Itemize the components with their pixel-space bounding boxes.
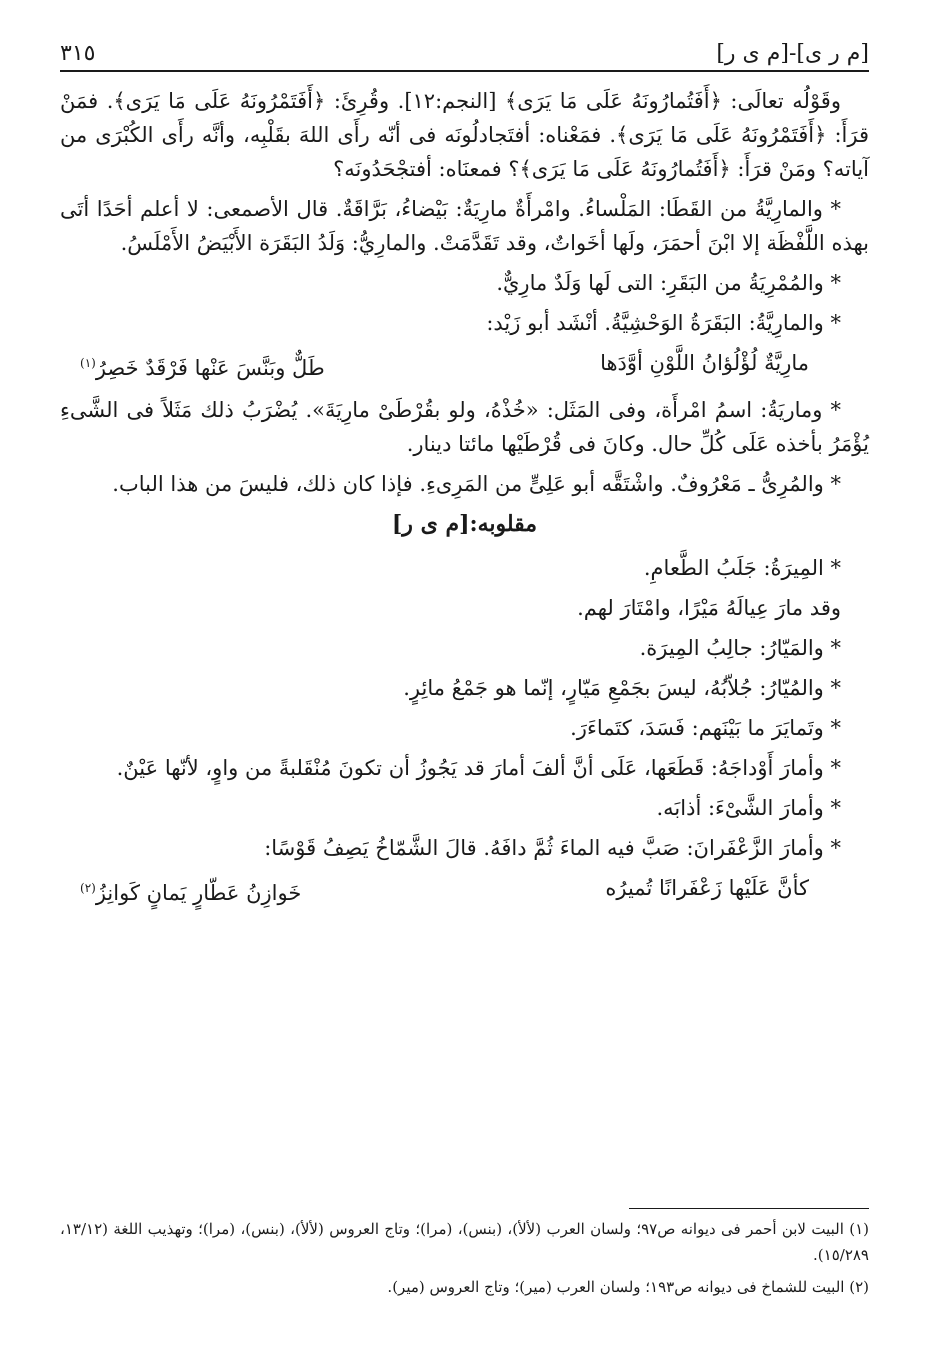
paragraph: وقَوْلُه تعالَى: ﴿أَفَتُمارُونَهُ عَلَى مَا يَرَى﴾ [النجم:١٢]. وقُرِئَ: ﴿أَفَتَمْرُونَهُ عَلَى مَا يَرَى﴾. فمَنْ قرَأَ: ﴿أَفَتَمْرُونَهُ عَلَى مَا يَرَى﴾. فمَعْناه: أفتَجادلُونَه فى أنّه رأَى اللهَ بقَلْبِه، وأنَّه رأَى الكُبْرَى من آياته؟ ومَنْ قرَأَ: ﴿أَفَتُمارُونَهُ عَلَى مَا يَرَى﴾؟ فمعنَاه: أفتجْحَدُونَه؟ [60,89,869,181]
verse-hemistich-second: خَوازِنُ عَطّارٍ يَمانٍ كَوانِزُ$^{(٢)}$ [80,881,302,905]
verse-hemistich-second: طَلٌّ وبَنَّسَ عَنْها فَرْقَدٌ خَصِرُ$^{(١)}$ [80,356,325,380]
paragraph: * والمُيّارُ: جُلاّبُهُ، ليسَ بجَمْعِ مَيّارٍ، إنّما هو جَمْعُ مائِرٍ. [403,676,841,700]
paragraph: * وأمارَ الزَّعْفَرانَ: صَبَّ فيه الماءَ ثُمَّ دافَهُ. قالَ الشَّمّاخُ يَصِفُ قَوْسًا: [264,836,841,860]
footnote: (١) البيت لابن أحمر فى ديوانه ص٩٧؛ ولسان العرب (لألأ)، (بنس)، (مرا)؛ وتاج العروس (لألأ)، (بنس)، (مرا)؛ وتهذيب اللغة (١٣/١٢، ١٥/٢٨٩). [60,1220,869,1264]
header-divider [60,70,869,72]
main-text [60,84,869,918]
paragraph: * وتَمايَرَ ما بَيْنَهم: فَسَدَ، كتَماءَرَ. [570,716,841,740]
verse-line [60,346,869,385]
footnote: (٢) البيت للشماخ فى ديوانه ص١٩٣؛ ولسان العرب (مير)؛ وتاج العروس (مير). [387,1278,869,1296]
paragraph: * والمُمْرِيَةُ من البَقَرِ: التى لَها وَلَدٌ مارِيٌّ. [496,271,841,295]
section-subheading: مقلوبه:[م ى ر] [391,511,538,537]
page-number: ٣١٥ [60,41,96,66]
paragraph: * وأمارَ الشَّىْءَ: أذابَه. [656,796,841,820]
paragraph: * والمَيّارُ: جالِبُ المِيرَة. [639,636,841,660]
footnote-divider [629,1208,869,1209]
paragraph: * والمارِيَّةُ: البَقَرَةُ الوَحْشِيَّةُ. أنْشَد أبو زَيْد: [486,311,841,335]
footnote-marker: (١) [80,356,96,370]
footnote-marker: (٢) [80,881,96,895]
paragraph: * وماريَةُ: اسمُ امْرأَة، وفى المَثَل: «خُذْهُ، ولو بقُرْطَىْ مارِيَةَ». يُضْرَبُ ذلك مَثَلاً فى الشَّىءِ يُؤْمَرُ بأخذه عَلَى كُلِّ حال. وكانَ فى قُرْطَيْها مائتا دينار. [60,398,869,456]
page-header [60,32,869,66]
root-heading: [م ر ى]-[م ى ر] [716,41,869,66]
paragraph: * والمارِيَّةُ من القَطَا: المَلْساءُ. وامْرأَةٌ مارِيَةٌ: بَيْضاءُ، بَرَّاقَةٌ. قال الأصمعى: لا أعلم أحَدًا أتَى بهذه اللَّفْظَة إلا ابْنَ أحمَرَ، ولَها أخَواتٌ، وقد تَقَدَّمَتْ. والمارِيُّ: وَلَدُ البَقَرَة الأَبْيَضُ الأَمْلَسُ. [60,197,869,255]
verse-hemistich-first: كأنَّ عَلَيْها زَعْفَرانًا تُميرُه [605,876,809,900]
paragraph: * المِيرَةُ: جَلَبُ الطَّعامِ. [643,556,841,580]
verse-hemistich-first: مارِيَّةٌ لُؤْلُؤانُ اللَّوْنِ أوَّدَها [600,351,809,375]
verse-line [60,871,869,910]
paragraph: وقد مارَ عِيالَهُ مَيْرًا، وامْتَارَ لهم. [577,596,841,620]
paragraph: * والمُرِىُّ ـ مَعْرُوفٌ. واشْتَقَّه أبو عَلِىٍّ من المَرِىءِ. فإذا كان ذلك، فليسَ من هذا الباب. [112,472,841,496]
paragraph: * وأمارَ أَوْداجَهُ: قَطَعَها، عَلَى أنَّ ألفَ أمارَ قد يَجُوزُ أن تكونَ مُنْقَلبةً من واوٍ، لأنّها عَيْنٌ. [116,756,841,780]
footnotes [60,1216,869,1306]
